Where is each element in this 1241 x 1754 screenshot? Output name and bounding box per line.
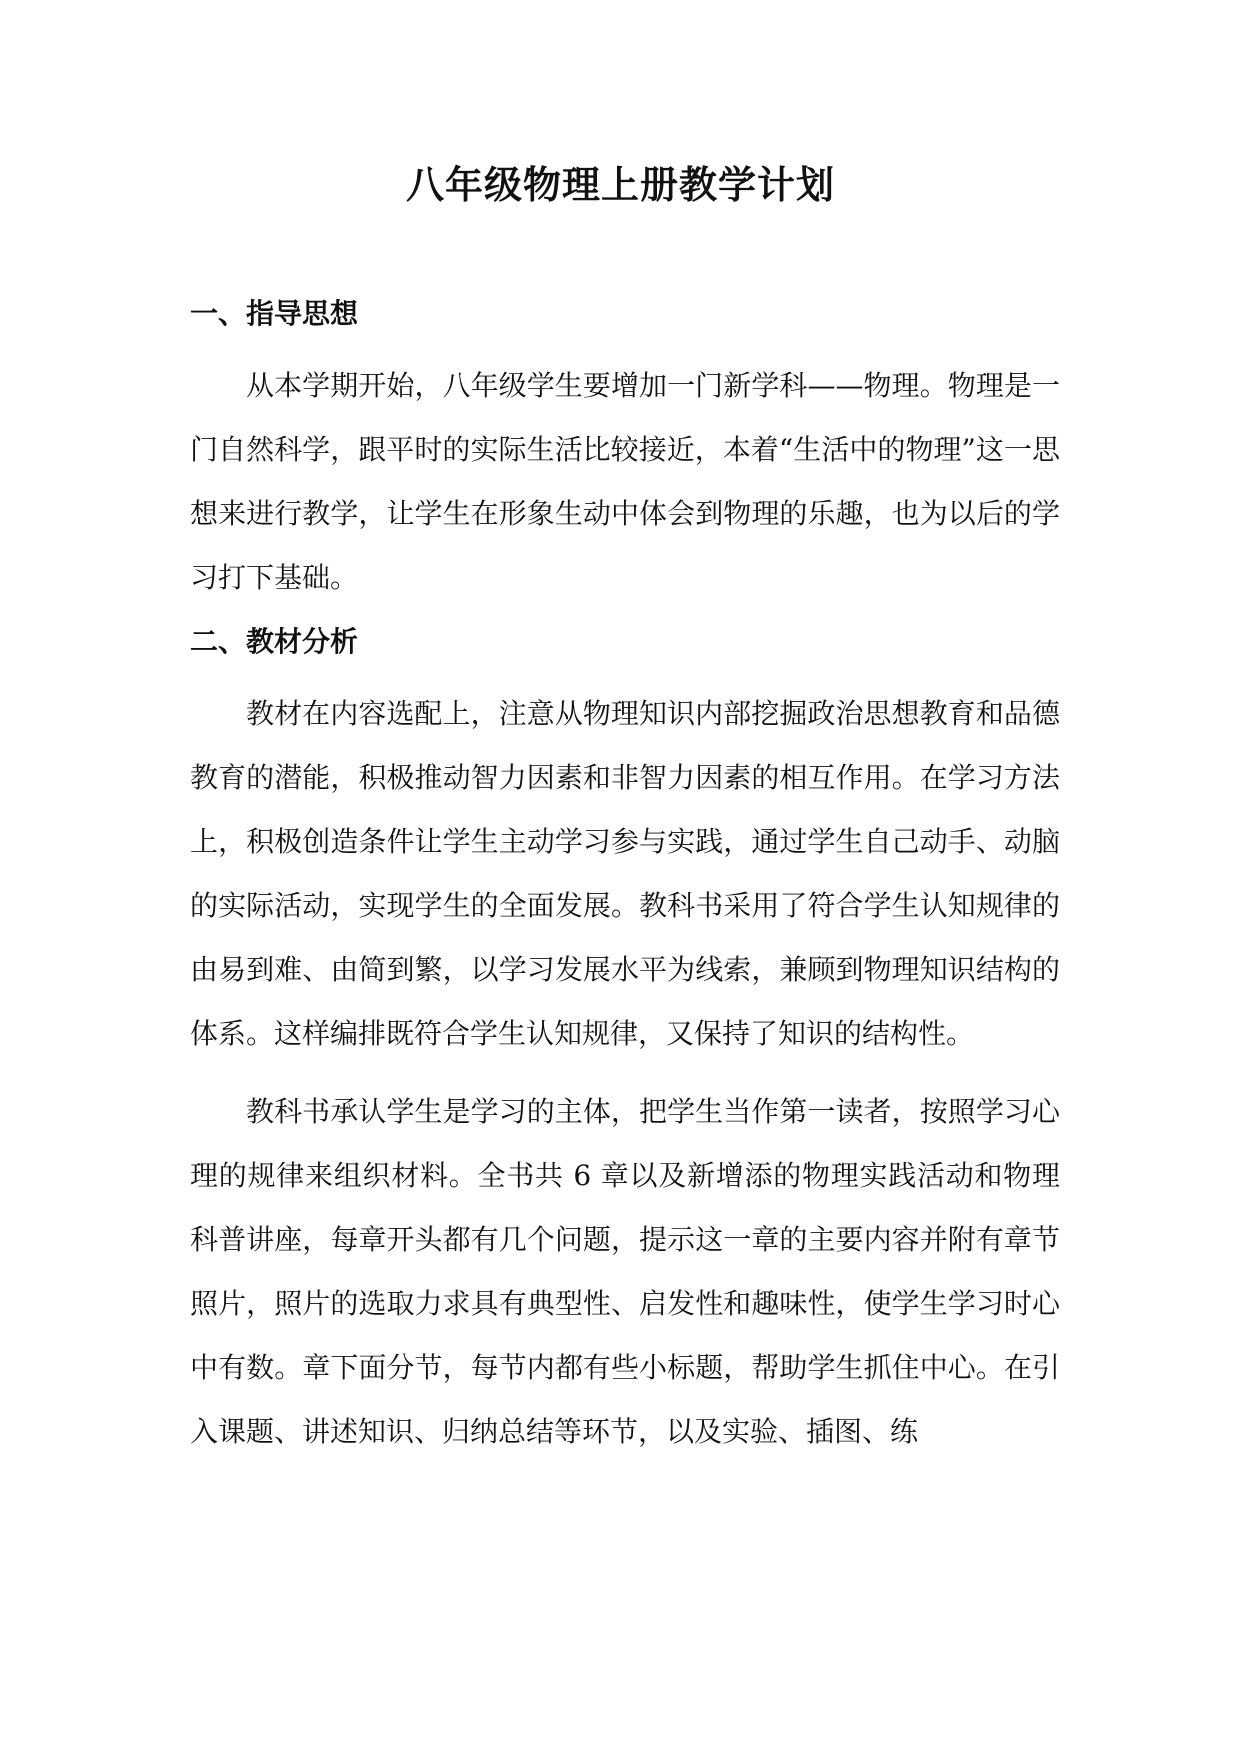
document-body xyxy=(190,292,1060,1464)
paragraph-textbook-analysis-2: 教科书承认学生是学习的主体，把学生当作第一读者，按照学习心理的规律来组织材料。全书共 6 章以及新增添的物理实践活动和物理科普讲座，每章开头都有几个问题，提示这一章的主要内容并附有章节照片，照片的选取力求具有典型性、启发性和趣味性，使学生学习时心中有数。章下面分节，每节内都有些小标题，帮助学生抓住中心。在引入课题、讲述知识、归纳总结等环节，以及实验、插图、练 xyxy=(190,1095,1060,1448)
section-heading-textbook-analysis: 二、教材分析 xyxy=(190,625,359,658)
document-title: 八年级物理上册教学计划 xyxy=(405,163,835,207)
paragraph-textbook-analysis-1: 教材在内容选配上，注意从物理知识内部挖掘政治思想教育和品德教育的潜能，积极推动智力因素和非智力因素的相互作用。在学习方法上，积极创造条件让学生主动学习参与实践，通过学生自己动手、动脑的实际活动，实现学生的全面发展。教科书采用了符合学生认知规律的由易到难、由简到繁，以学习发展水平为线索，兼顾到物理知识结构的体系。这样编排既符合学生认知规律，又保持了知识的结构性。 xyxy=(190,697,1060,1050)
section-heading-guiding-ideology: 一、指导思想 xyxy=(190,297,359,330)
paragraph-guiding-ideology: 从本学期开始，八年级学生要增加一门新学科——物理。物理是一门自然科学，跟平时的实际生活比较接近，本着“生活中的物理”这一思想来进行教学，让学生在形象生动中体会到物理的乐趣，也为以后的学习打下基础。 xyxy=(190,369,1060,594)
